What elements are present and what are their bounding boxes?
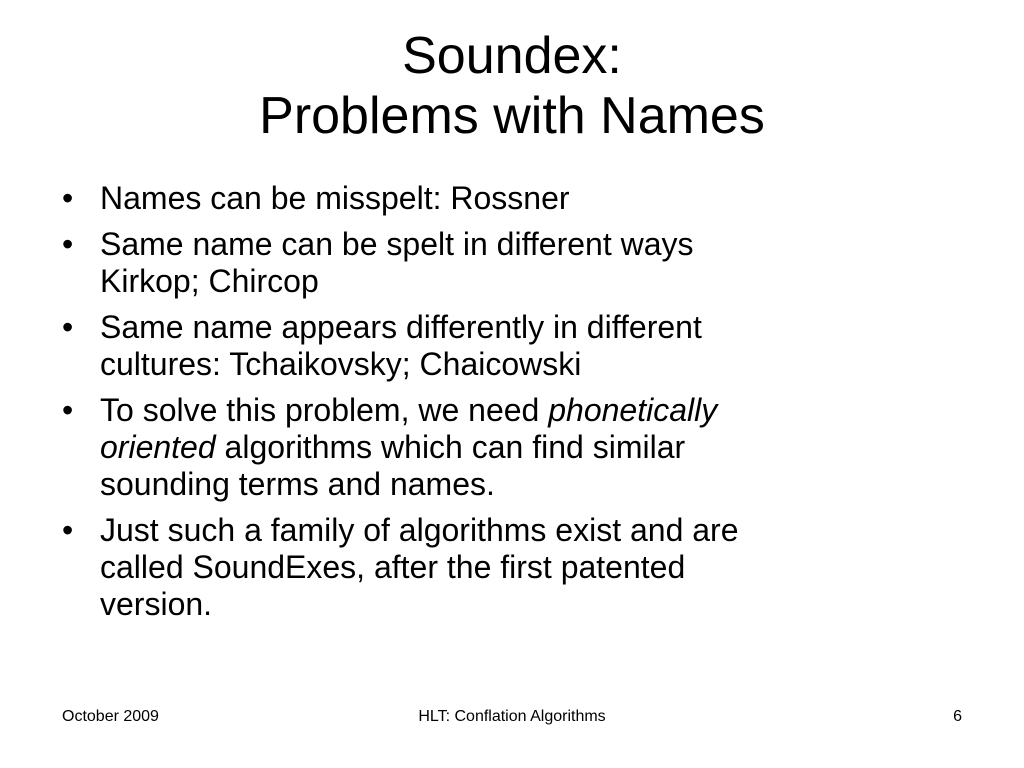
bullet-marker: • [62,512,74,548]
bullet-text: version. [100,586,213,622]
bullet-marker: • [62,309,74,345]
bullet-item-misspelt [62,180,962,217]
bullet-text: Same name appears differently in different [100,309,702,345]
bullet-text: algorithms which can find similar [215,429,686,465]
emphasized-text: oriented [100,429,216,465]
bullet-text-line [100,429,962,466]
bullet-text: Names can be misspelt: Rossner [100,180,570,216]
bullet-text: To solve this problem, we need [100,392,549,428]
bullet-marker: • [62,226,74,262]
footer-page-number: 6 [953,708,962,725]
bullet-item-phonetic-algorithms [62,392,962,503]
bullet-text: called SoundExes, after the first patented [100,549,686,585]
bullet-text: cultures: Tchaikovsky; Chaicowski [100,346,582,382]
bullet-list [62,180,962,632]
slide-title [0,26,1024,146]
bullet-text: Just such a family of algorithms exist and are [100,512,739,548]
emphasized-text: phonetically [548,392,718,428]
slide-title-line-1: Soundex: [402,27,622,85]
bullet-marker: • [62,392,74,428]
bullet-text: sounding terms and names. [100,466,495,502]
bullet-text: Same name can be spelt in different ways [100,226,694,262]
bullet-item-cultures [62,309,962,383]
footer-date: October 2009 [62,708,159,725]
bullet-text-line [100,392,962,429]
footer-course-title: HLT: Conflation Algorithms [418,708,606,725]
bullet-item-spelt-differently [62,226,962,300]
bullet-item-soundexes [62,512,962,623]
bullet-marker: • [62,180,74,216]
slide-title-line-2: Problems with Names [259,87,765,145]
bullet-text: Kirkop; Chircop [100,263,319,299]
